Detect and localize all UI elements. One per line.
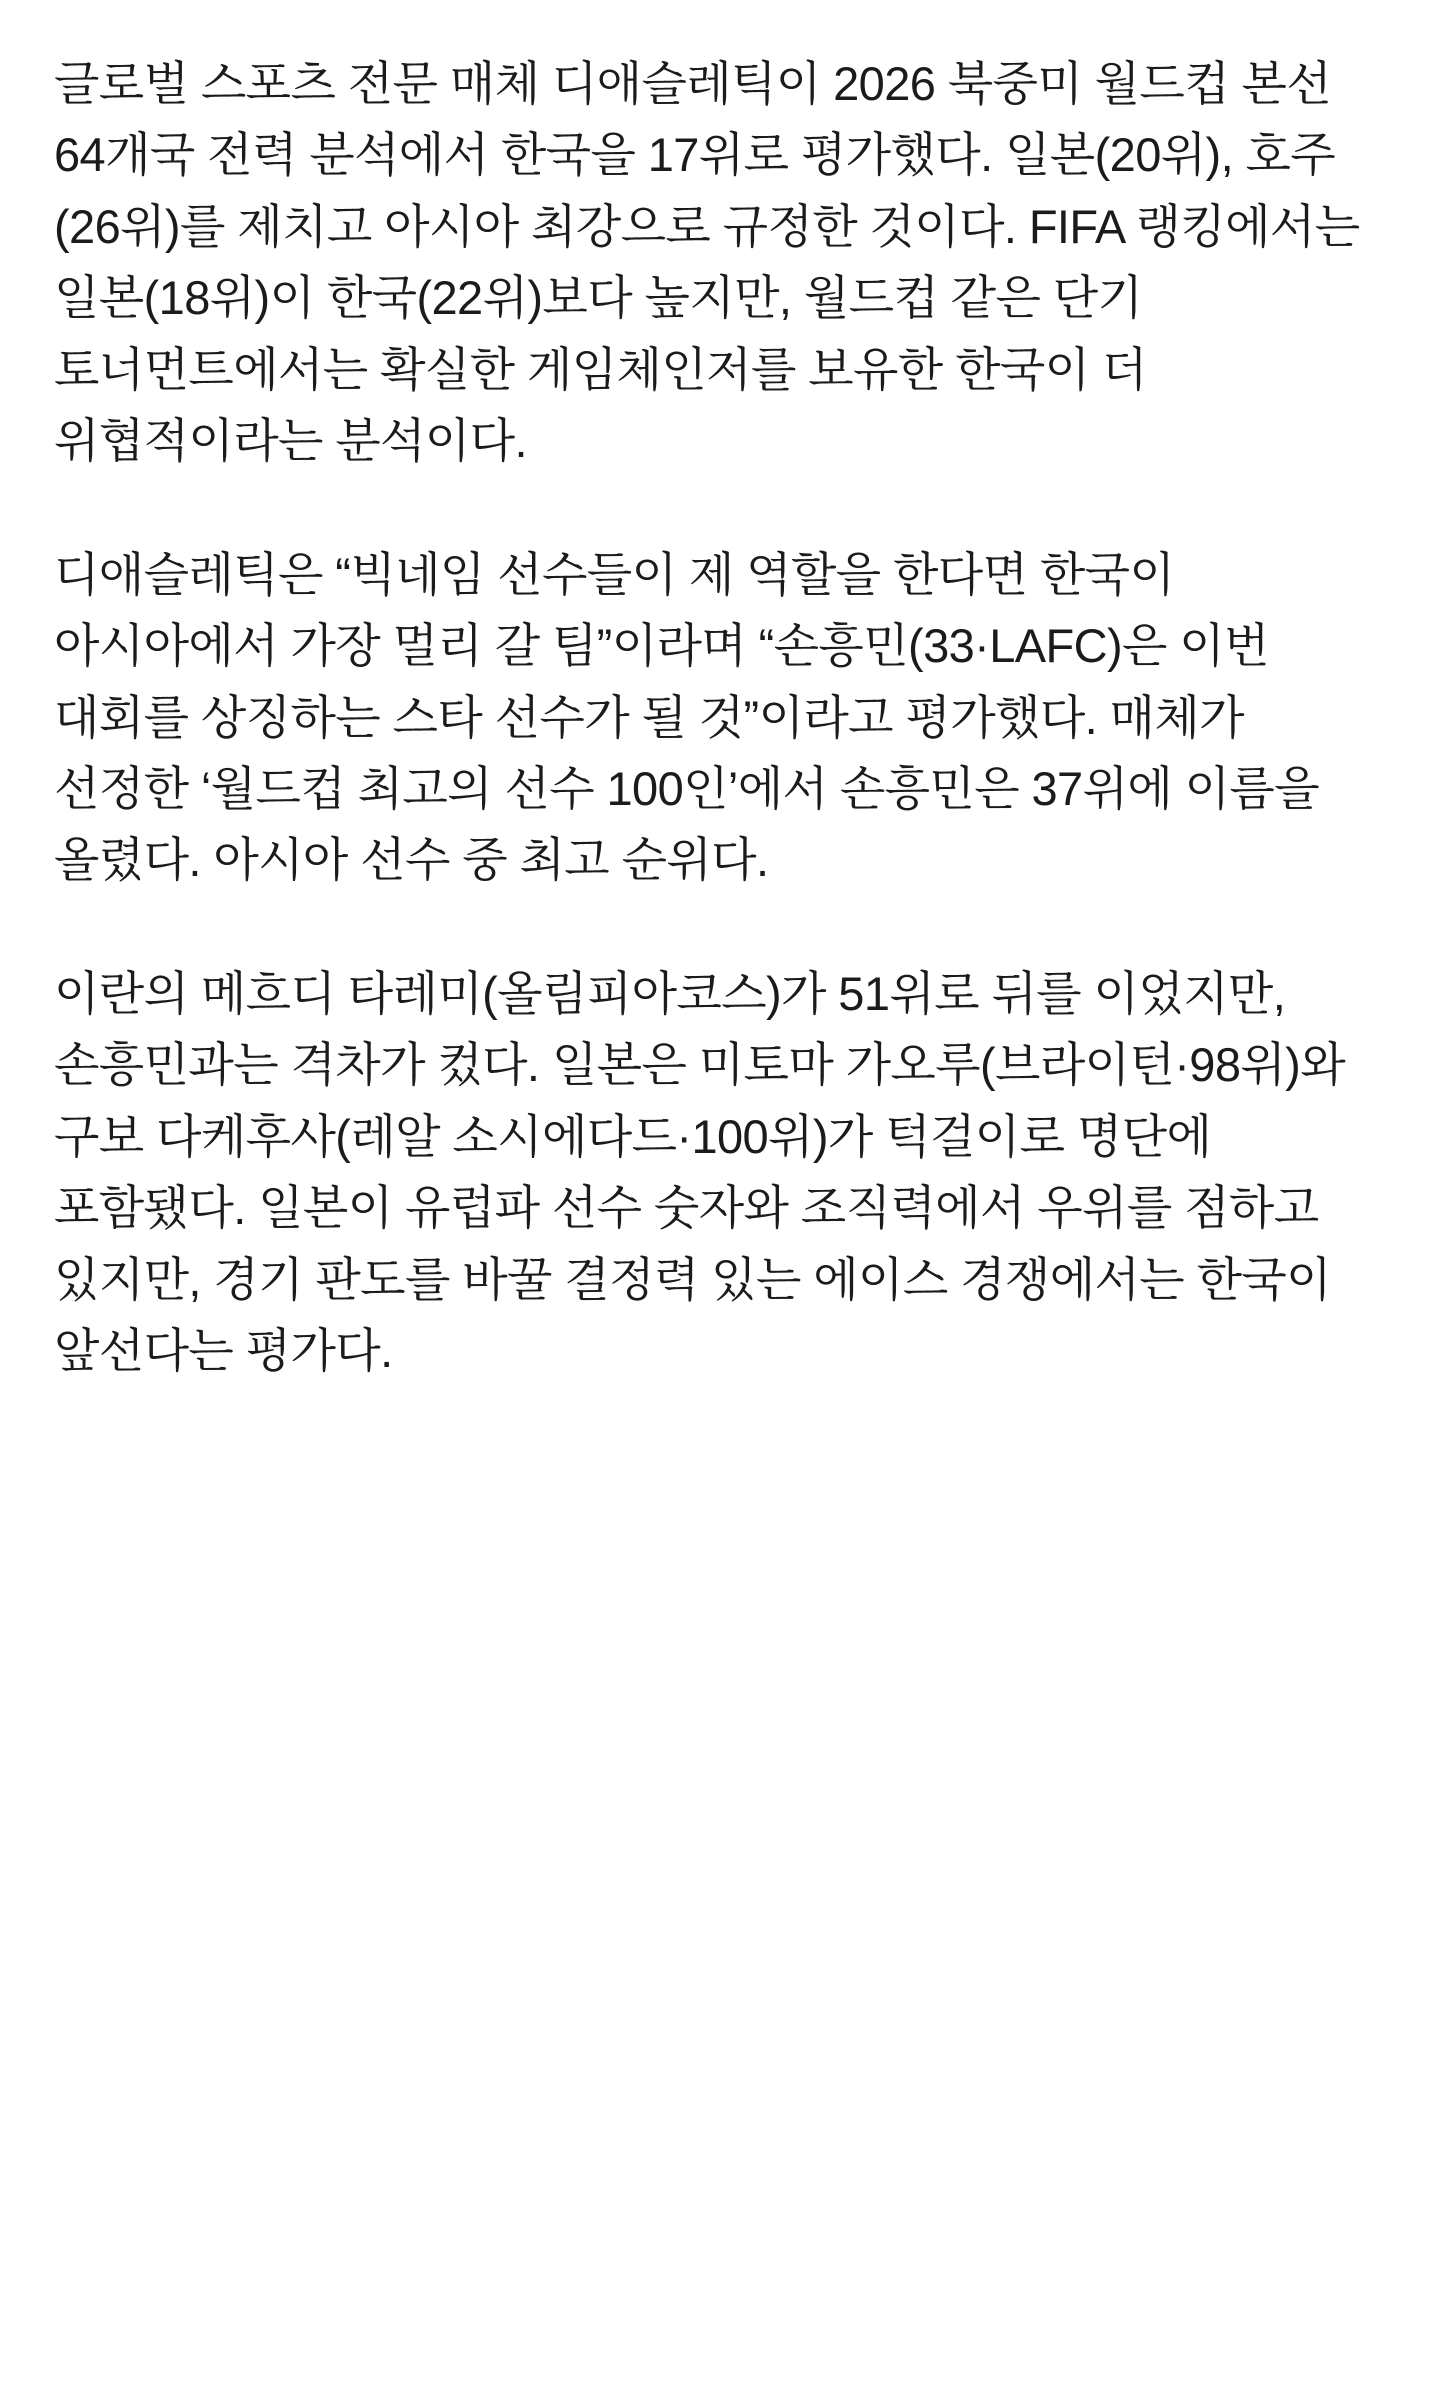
article-paragraph: 이란의 메흐디 타레미(올림피아코스)가 51위로 뒤를 이었지만, 손흥민과는 격차가 컸다. 일본은 미토마 가오루(브라이턴·98위)와 구보 다케후사(레알 소시에다드·100위)가 턱걸이로 명단에 포함됐다. 일본이 유럽파 선수 숫자와 조직력에서 우위를 점하고 있지만, 경기 판도를 바꿀 결정력 있는 에이스 경쟁에서는 한국이 앞선다는 평가다. [54, 966, 1358, 1377]
article-paragraph: 글로벌 스포츠 전문 매체 디애슬레틱이 2026 북중미 월드컵 본선 64개국 전력 분석에서 한국을 17위로 평가했다. 일본(20위), 호주(26위)를 제치고 아시아 최강으로 규정한 것이다. FIFA 랭킹에서는 일본(18위)이 한국(22위)보다 높지만, 월드컵 같은 단기 토너먼트에서는 확실한 게임체인저를 보유한 한국이 더 위협적이라는 분석이다. [54, 57, 1372, 468]
article-paragraph: 디애슬레틱은 “빅네임 선수들이 제 역할을 한다면 한국이 아시아에서 가장 멀리 갈 팀”이라며 “손흥민(33·LAFC)은 이번 대회를 상징하는 스타 선수가 될 것”이라고 평가했다. 매체가 선정한 ‘월드컵 최고의 선수 100인’에서 손흥민은 37위에 이름을 올렸다. 아시아 선수 중 최고 순위다. [54, 547, 1332, 887]
